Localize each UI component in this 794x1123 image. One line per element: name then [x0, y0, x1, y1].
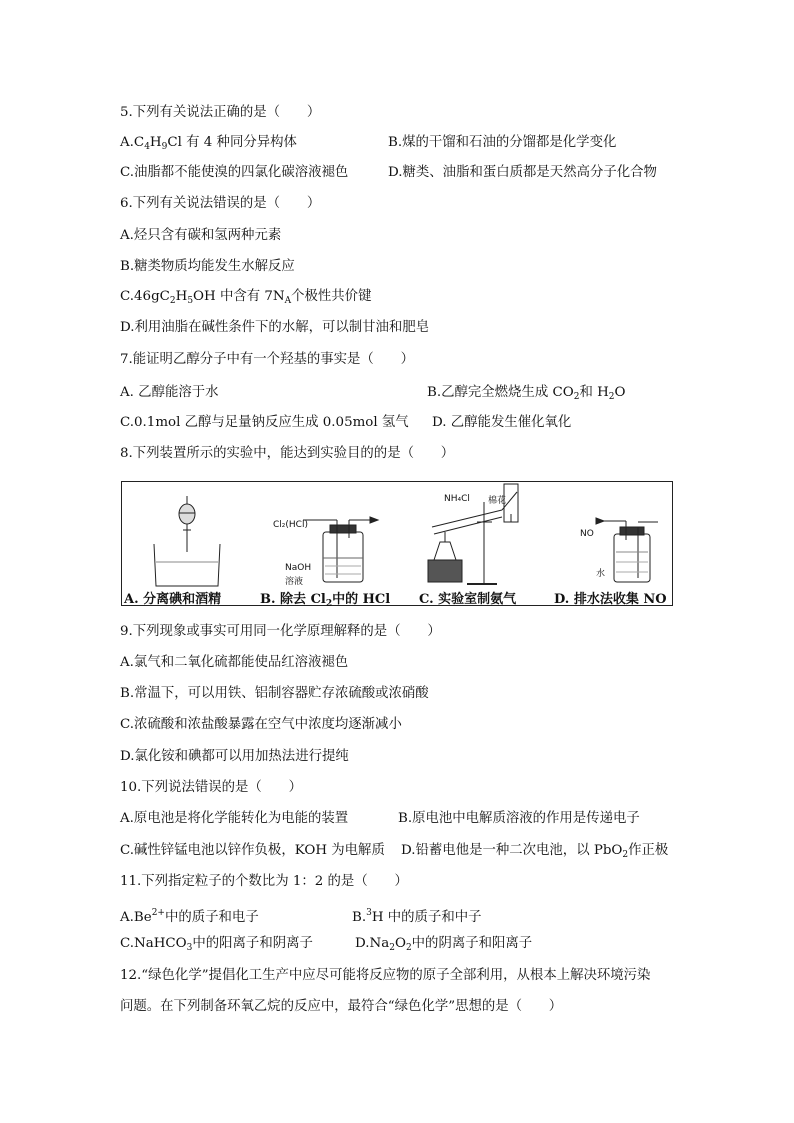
q7-option-d: D. 乙醇能发生催化氧化 [432, 415, 572, 430]
q12-line1: 12.“绿色化学”提倡化工生产中应尽可能将反应物的原子全部利用，从根本上解决环境污染 [120, 968, 651, 983]
q8-stem: 8.下列装置所示的实验中，能达到实验目的的是（ ） [120, 446, 455, 461]
q9-stem: 9.下列现象或事实可用同一化学原理解释的是（ ） [120, 624, 441, 639]
q7-stem: 7.能证明乙醇分子中有一个羟基的事实是（ ） [120, 352, 414, 367]
apparatus-figure [121, 481, 673, 609]
q9-option-b: B.常温下，可以用铁、铝制容器贮存浓硫酸或浓硝酸 [120, 686, 429, 701]
label-nh4cl: NH₄Cl [444, 494, 470, 504]
caption-a: A. 分离碘和酒精 [124, 592, 222, 607]
q6-option-d: D.利用油脂在碱性条件下的水解，可以制甘油和肥皂 [120, 320, 430, 335]
gas-collection-bottle-icon [596, 518, 658, 582]
caption-d: D. 排水法收集 NO [554, 592, 667, 607]
gas-washing-bottle-icon [303, 517, 378, 582]
q11-option-b: B.$^3$H 中的质子和中子 [352, 908, 482, 925]
label-solution: 溶液 [285, 577, 304, 587]
q10-option-b: B.原电池中电解质溶液的作用是传递电子 [398, 811, 640, 826]
label-naoh: NaOH [285, 563, 312, 573]
separatory-funnel-icon [154, 496, 220, 586]
q10-stem: 10.下列说法错误的是（ ） [120, 780, 302, 795]
q6-option-b: B.糖类物质均能发生水解反应 [120, 259, 295, 274]
label-water: 水 [596, 569, 606, 579]
q6-option-c: $C.46gC_2H_5OH$ 中含有 $7N_A$个极性共价键 [120, 289, 372, 306]
q7-option-b: B.乙醇完全燃烧生成 $CO_2$和 $H_2O$ [427, 385, 626, 402]
q6-stem: 6.下列有关说法错误的是（ ） [120, 196, 321, 211]
q10-option-a: A.原电池是将化学能转化为电能的装置 [120, 811, 349, 826]
q5-stem: 5.下列有关说法正确的是（ ） [120, 105, 321, 120]
q11-stem: 11.下列指定粒子的个数比为 1：2 的是（ ） [120, 874, 408, 889]
q9-option-a: A.氯气和二氧化硫都能使品红溶液褪色 [120, 655, 349, 670]
label-no: NO [580, 529, 594, 539]
q11-option-c: C.NaHCO$_3$中的阳离子和阴离子 [120, 936, 313, 953]
label-cl2-hcl: Cl₂(HCl) [273, 520, 308, 530]
q5-option-c: C.油脂都不能使溴的四氯化碳溶液褪色 [120, 165, 349, 180]
q9-option-c: C.浓硫酸和浓盐酸暴露在空气中浓度均逐渐减小 [120, 717, 402, 732]
caption-b: B. 除去 $Cl_2$中的 HCl [260, 592, 391, 609]
q6-option-a: A.烃只含有碳和氢两种元素 [120, 228, 282, 243]
apparatus-drawings [122, 482, 672, 605]
q9-option-d: D.氯化铵和碘都可以用加热法进行提纯 [120, 749, 349, 764]
q7-option-a: A. 乙醇能溶于水 [120, 385, 219, 400]
q5-option-b: B.煤的干馏和石油的分馏都是化学变化 [388, 135, 617, 150]
label-cotton: 棉花 [488, 496, 507, 506]
q5-option-d: D.糖类、油脂和蛋白质都是天然高分子化合物 [388, 165, 657, 180]
q10-option-c: C.碱性锌锰电池以锌作负极，KOH 为电解质 [120, 843, 385, 858]
q5-option-a: $A.C_4H_9Cl$ 有 4 种同分异构体 [120, 135, 297, 152]
q7-option-c: C.0.1mol 乙醇与足量钠反应生成 0.05mol 氢气 [120, 415, 409, 430]
caption-c: C. 实验室制氨气 [419, 592, 517, 607]
q11-option-d: $D.Na_2O_2$中的阴离子和阳离子 [355, 936, 533, 953]
q11-option-a: $A.Be^{2+}$中的质子和电子 [120, 908, 259, 925]
q10-option-d: D.铅蓄电他是一种二次电池，以 PbO$_2$作正极 [401, 843, 669, 860]
q12-line2: 问题。在下列制备环氧乙烷的反应中，最符合“绿色化学”思想的是（ ） [120, 999, 563, 1014]
